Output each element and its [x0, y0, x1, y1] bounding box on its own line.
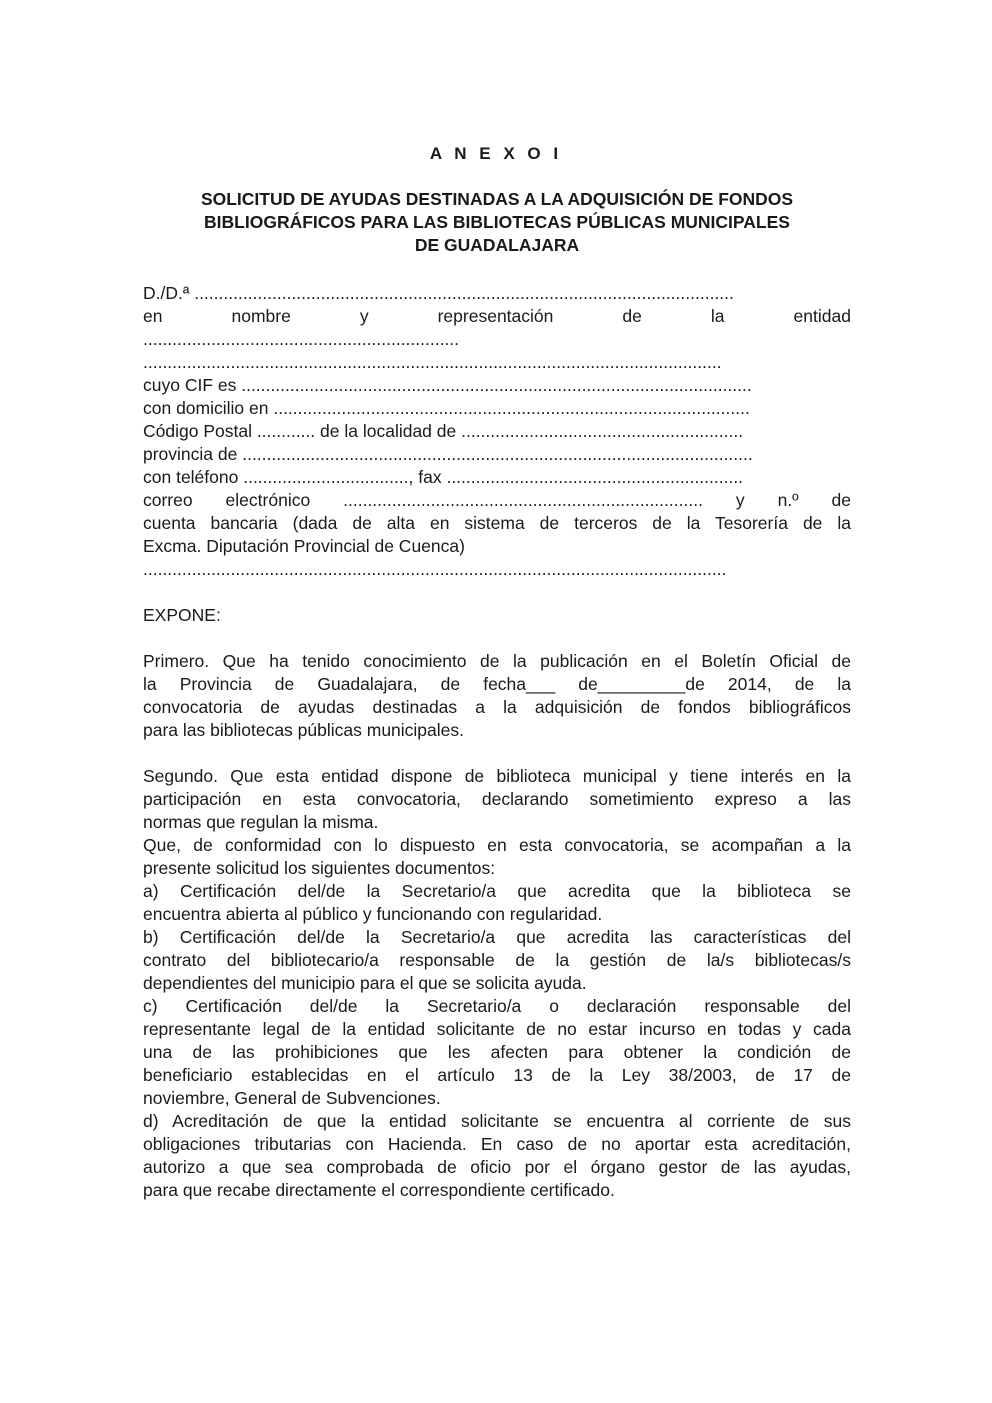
- primero-paragraph-line: Primero. Que ha tenido conocimiento de la publicación en el Boletín Oficial de: [143, 651, 851, 671]
- field-bank-account: cuenta bancaria (dada de alta en sistema de terceros de la Tesorería de la: [143, 513, 851, 533]
- heading-line: DE GUADALAJARA: [414, 235, 580, 255]
- document-item-d: obligaciones tributarias con Hacienda. En caso de no aportar esta acreditación,: [143, 1134, 851, 1154]
- entity-word: representación: [437, 306, 554, 326]
- document-item-d: autorizo a que sea comprobada de oficio por el órgano gestor de las ayudas,: [143, 1157, 851, 1177]
- document-item-a: encuentra abierta al público y funcionando con regularidad.: [143, 904, 603, 924]
- field-bank-account-dots: ........................................................................................................................: [143, 559, 727, 579]
- conformidad-paragraph-line: Que, de conformidad con lo dispuesto en esta convocatoria, se acompañan a la: [143, 835, 851, 855]
- expone-label: EXPONE:: [143, 605, 221, 625]
- heading-line: SOLICITUD DE AYUDAS DESTINADAS A LA ADQUISICIÓN DE FONDOS: [200, 189, 794, 209]
- document-item-c: representante legal de la entidad solicitante de no estar incurso en todas y cada: [143, 1019, 851, 1039]
- field-cif: cuyo CIF es .........................................................................................................: [143, 375, 752, 395]
- field-entity-line: [143, 305, 851, 328]
- document-item-d: d) Acreditación de que la entidad solicitante se encuentra al corriente de sus: [143, 1111, 851, 1131]
- document-heading: [143, 188, 851, 257]
- segundo-paragraph-line: Segundo. Que esta entidad dispone de biblioteca municipal y tiene interés en la: [143, 766, 851, 786]
- primero-paragraph-line: la Provincia de Guadalajara, de fecha___ de_________de 2014, de la: [143, 674, 851, 694]
- document-item-b: dependientes del municipio para el que se solicita ayuda.: [143, 973, 587, 993]
- primero-paragraph-line: para las bibliotecas públicas municipales.: [143, 720, 465, 740]
- field-entity-dots: .................................................................: [143, 329, 460, 349]
- field-entity-dots-2: .......................................................................................................................: [143, 352, 722, 372]
- conformidad-paragraph-line: presente solicitud los siguientes documentos:: [143, 858, 496, 878]
- field-domicilio: con domicilio en ..................................................................................................: [143, 398, 750, 418]
- document-item-c: beneficiario establecidas en el artículo 13 de la Ley 38/2003, de 17 de: [143, 1065, 851, 1085]
- entity-word: de: [622, 306, 642, 326]
- entity-word: en: [143, 306, 163, 326]
- primero-paragraph-line: convocatoria de ayudas destinadas a la adquisición de fondos bibliográficos: [143, 697, 851, 717]
- entity-word: entidad: [793, 306, 851, 326]
- document-item-b: contrato del bibliotecario/a responsable de la gestión de la/s bibliotecas/s: [143, 950, 851, 970]
- field-phone-fax: con teléfono .................................., fax .............................................................: [143, 467, 744, 487]
- entity-word: la: [710, 306, 725, 326]
- field-provincia: provincia de .........................................................................................................: [143, 444, 753, 464]
- document-body: [143, 282, 851, 1202]
- document-item-b: b) Certificación del/de la Secretario/a que acredita las características del: [143, 927, 851, 947]
- document-item-c: c) Certificación del/de la Secretario/a o declaración responsable del: [143, 996, 851, 1016]
- segundo-paragraph-line: participación en esta convocatoria, declarando sometimiento expreso a las: [143, 789, 851, 809]
- document-item-d: para que recabe directamente el correspondiente certificado.: [143, 1180, 615, 1200]
- field-applicant-name: D./D.ª ...............................................................................................................: [143, 283, 734, 303]
- field-email: correo electrónico .......................................................................... y n.º de: [143, 490, 851, 510]
- entity-word: y: [359, 306, 369, 326]
- field-postal-code: Código Postal ............ de la localidad de ..........................................................: [143, 421, 744, 441]
- entity-word: nombre: [231, 306, 291, 326]
- segundo-paragraph-line: normas que regulan la misma.: [143, 812, 379, 832]
- annex-title: A N E X O I: [429, 144, 563, 163]
- document-item-c: noviembre, General de Subvenciones.: [143, 1088, 441, 1108]
- heading-line: BIBLIOGRÁFICOS PARA LAS BIBLIOTECAS PÚBLICAS MUNICIPALES: [204, 212, 790, 232]
- document-item-c: una de las prohibiciones que les afecten para obtener la condición de: [143, 1042, 851, 1062]
- field-bank-account-line2: Excma. Diputación Provincial de Cuenca): [143, 536, 465, 556]
- document-item-a: a) Certificación del/de la Secretario/a que acredita que la biblioteca se: [143, 881, 851, 901]
